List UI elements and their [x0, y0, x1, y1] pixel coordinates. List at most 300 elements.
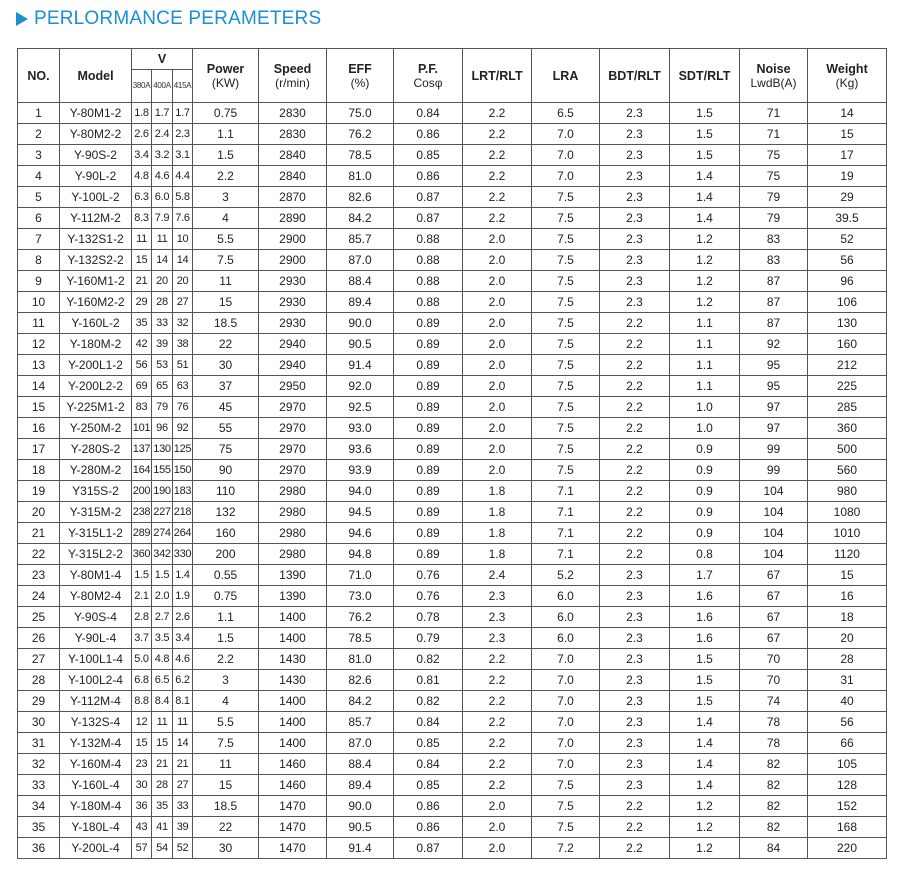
cell-v400: 41	[152, 817, 173, 838]
cell-sdt: 1.5	[670, 145, 740, 166]
cell-speed: 2970	[259, 397, 327, 418]
col-header-weight-unit: (Kg)	[835, 75, 859, 90]
col-header-sdt: SDT/RLT	[670, 49, 740, 103]
cell-pf: 0.89	[394, 544, 463, 565]
cell-v415: 150	[173, 460, 193, 481]
cell-weight: 225	[808, 376, 887, 397]
cell-lra: 7.5	[532, 229, 600, 250]
cell-lrt: 2.3	[463, 586, 532, 607]
col-header-model: Model	[60, 49, 132, 103]
cell-model: Y-160M1-2	[60, 271, 132, 292]
table-row	[18, 313, 887, 334]
cell-noise: 74	[740, 691, 808, 712]
cell-eff: 91.4	[327, 838, 394, 859]
cell-no: 20	[18, 502, 60, 523]
cell-sdt: 0.8	[670, 544, 740, 565]
cell-noise: 82	[740, 796, 808, 817]
cell-lrt: 2.2	[463, 712, 532, 733]
cell-no: 16	[18, 418, 60, 439]
cell-v415: 2.6	[173, 607, 193, 628]
cell-pf: 0.89	[394, 523, 463, 544]
cell-lrt: 1.8	[463, 544, 532, 565]
cell-pf: 0.89	[394, 502, 463, 523]
cell-power: 1.1	[193, 124, 259, 145]
cell-weight: 39.5	[808, 208, 887, 229]
cell-speed: 2840	[259, 166, 327, 187]
cell-v415: 1.9	[173, 586, 193, 607]
cell-no: 4	[18, 166, 60, 187]
cell-v380: 36	[132, 796, 152, 817]
cell-speed: 2970	[259, 439, 327, 460]
cell-model: Y-180L-4	[60, 817, 132, 838]
cell-no: 19	[18, 481, 60, 502]
cell-model: Y-180M-4	[60, 796, 132, 817]
cell-bdt: 2.3	[600, 565, 670, 586]
cell-v415: 14	[173, 250, 193, 271]
cell-power: 37	[193, 376, 259, 397]
cell-no: 12	[18, 334, 60, 355]
table-row	[18, 145, 887, 166]
cell-lrt: 2.0	[463, 271, 532, 292]
cell-lra: 7.5	[532, 334, 600, 355]
cell-no: 21	[18, 523, 60, 544]
cell-eff: 88.4	[327, 271, 394, 292]
cell-power: 5.5	[193, 712, 259, 733]
cell-noise: 87	[740, 313, 808, 334]
cell-bdt: 2.2	[600, 544, 670, 565]
cell-bdt: 2.3	[600, 649, 670, 670]
cell-sdt: 1.4	[670, 208, 740, 229]
cell-v400: 15	[152, 733, 173, 754]
cell-lrt: 2.2	[463, 649, 532, 670]
cell-lra: 6.0	[532, 586, 600, 607]
cell-speed: 2830	[259, 124, 327, 145]
cell-bdt: 2.2	[600, 838, 670, 859]
cell-sdt: 1.5	[670, 124, 740, 145]
cell-eff: 89.4	[327, 775, 394, 796]
cell-pf: 0.86	[394, 796, 463, 817]
cell-noise: 70	[740, 649, 808, 670]
cell-eff: 82.6	[327, 670, 394, 691]
cell-v400: 155	[152, 460, 173, 481]
cell-v380: 200	[132, 481, 152, 502]
cell-sdt: 1.5	[670, 649, 740, 670]
cell-sdt: 0.9	[670, 523, 740, 544]
cell-noise: 83	[740, 250, 808, 271]
cell-weight: 152	[808, 796, 887, 817]
cell-no: 13	[18, 355, 60, 376]
cell-weight: 56	[808, 250, 887, 271]
col-header-weight	[808, 49, 887, 103]
cell-lrt: 2.0	[463, 838, 532, 859]
cell-v415: 51	[173, 355, 193, 376]
cell-lra: 7.5	[532, 355, 600, 376]
cell-bdt: 2.2	[600, 817, 670, 838]
cell-eff: 93.6	[327, 439, 394, 460]
cell-noise: 75	[740, 166, 808, 187]
cell-model: Y-132S1-2	[60, 229, 132, 250]
cell-v400: 11	[152, 229, 173, 250]
col-header-v400: 400A	[152, 70, 173, 103]
cell-weight: 360	[808, 418, 887, 439]
cell-speed: 1400	[259, 712, 327, 733]
cell-lrt: 1.8	[463, 502, 532, 523]
cell-no: 5	[18, 187, 60, 208]
cell-no: 8	[18, 250, 60, 271]
cell-v380: 2.6	[132, 124, 152, 145]
cell-bdt: 2.2	[600, 418, 670, 439]
cell-model: Y-132S-4	[60, 712, 132, 733]
cell-v380: 289	[132, 523, 152, 544]
col-header-eff-label: EFF	[348, 61, 372, 76]
cell-noise: 67	[740, 628, 808, 649]
cell-model: Y-200L-4	[60, 838, 132, 859]
cell-no: 31	[18, 733, 60, 754]
cell-noise: 104	[740, 502, 808, 523]
cell-pf: 0.89	[394, 355, 463, 376]
cell-pf: 0.79	[394, 628, 463, 649]
cell-lrt: 2.2	[463, 166, 532, 187]
cell-sdt: 1.4	[670, 187, 740, 208]
cell-weight: 1120	[808, 544, 887, 565]
cell-no: 18	[18, 460, 60, 481]
cell-sdt: 1.2	[670, 838, 740, 859]
cell-v400: 2.0	[152, 586, 173, 607]
cell-lrt: 2.0	[463, 439, 532, 460]
table-row	[18, 124, 887, 145]
cell-power: 2.2	[193, 649, 259, 670]
cell-noise: 95	[740, 376, 808, 397]
cell-v380: 2.1	[132, 586, 152, 607]
table-row	[18, 418, 887, 439]
cell-speed: 1430	[259, 670, 327, 691]
table-row	[18, 208, 887, 229]
cell-bdt: 2.2	[600, 355, 670, 376]
cell-eff: 92.5	[327, 397, 394, 418]
cell-bdt: 2.3	[600, 670, 670, 691]
cell-power: 45	[193, 397, 259, 418]
cell-bdt: 2.3	[600, 292, 670, 313]
cell-eff: 90.0	[327, 796, 394, 817]
cell-v400: 2.7	[152, 607, 173, 628]
cell-v400: 14	[152, 250, 173, 271]
cell-bdt: 2.3	[600, 733, 670, 754]
cell-weight: 96	[808, 271, 887, 292]
cell-v380: 56	[132, 355, 152, 376]
cell-speed: 2970	[259, 460, 327, 481]
cell-eff: 94.6	[327, 523, 394, 544]
cell-lrt: 2.2	[463, 145, 532, 166]
cell-pf: 0.85	[394, 775, 463, 796]
cell-power: 0.75	[193, 586, 259, 607]
cell-lra: 7.0	[532, 754, 600, 775]
cell-v380: 57	[132, 838, 152, 859]
cell-no: 2	[18, 124, 60, 145]
cell-no: 25	[18, 607, 60, 628]
cell-lrt: 2.0	[463, 355, 532, 376]
cell-speed: 2830	[259, 103, 327, 124]
cell-lra: 7.5	[532, 439, 600, 460]
cell-v380: 30	[132, 775, 152, 796]
cell-speed: 2930	[259, 292, 327, 313]
cell-noise: 71	[740, 124, 808, 145]
cell-eff: 92.0	[327, 376, 394, 397]
cell-v415: 76	[173, 397, 193, 418]
cell-power: 90	[193, 460, 259, 481]
cell-v415: 6.2	[173, 670, 193, 691]
cell-lra: 6.0	[532, 607, 600, 628]
cell-noise: 83	[740, 229, 808, 250]
cell-sdt: 0.9	[670, 502, 740, 523]
cell-speed: 2980	[259, 502, 327, 523]
cell-bdt: 2.3	[600, 712, 670, 733]
table-row	[18, 481, 887, 502]
cell-weight: 56	[808, 712, 887, 733]
cell-v400: 65	[152, 376, 173, 397]
cell-sdt: 1.7	[670, 565, 740, 586]
cell-no: 1	[18, 103, 60, 124]
cell-pf: 0.87	[394, 838, 463, 859]
cell-weight: 220	[808, 838, 887, 859]
cell-v400: 3.2	[152, 145, 173, 166]
cell-speed: 1390	[259, 586, 327, 607]
cell-pf: 0.89	[394, 313, 463, 334]
cell-v380: 101	[132, 418, 152, 439]
cell-noise: 104	[740, 523, 808, 544]
cell-v380: 6.3	[132, 187, 152, 208]
cell-v415: 63	[173, 376, 193, 397]
cell-power: 0.75	[193, 103, 259, 124]
cell-weight: 66	[808, 733, 887, 754]
cell-weight: 29	[808, 187, 887, 208]
cell-noise: 75	[740, 145, 808, 166]
cell-weight: 130	[808, 313, 887, 334]
cell-lra: 7.0	[532, 649, 600, 670]
cell-lra: 7.5	[532, 460, 600, 481]
cell-v415: 20	[173, 271, 193, 292]
cell-sdt: 1.6	[670, 607, 740, 628]
cell-lra: 7.1	[532, 523, 600, 544]
cell-model: Y-90L-4	[60, 628, 132, 649]
cell-bdt: 2.3	[600, 250, 670, 271]
cell-pf: 0.81	[394, 670, 463, 691]
cell-v415: 218	[173, 502, 193, 523]
cell-power: 3	[193, 187, 259, 208]
cell-lra: 7.5	[532, 292, 600, 313]
table-row	[18, 250, 887, 271]
cell-pf: 0.88	[394, 250, 463, 271]
table-row	[18, 271, 887, 292]
cell-speed: 1400	[259, 607, 327, 628]
cell-bdt: 2.3	[600, 691, 670, 712]
cell-speed: 1460	[259, 754, 327, 775]
cell-v380: 6.8	[132, 670, 152, 691]
cell-speed: 2980	[259, 523, 327, 544]
cell-noise: 92	[740, 334, 808, 355]
cell-v415: 125	[173, 439, 193, 460]
cell-v415: 1.4	[173, 565, 193, 586]
col-header-noise-label: Noise	[756, 61, 791, 76]
cell-v415: 3.1	[173, 145, 193, 166]
cell-v400: 4.8	[152, 649, 173, 670]
cell-no: 7	[18, 229, 60, 250]
cell-weight: 168	[808, 817, 887, 838]
cell-power: 15	[193, 292, 259, 313]
cell-eff: 84.2	[327, 691, 394, 712]
cell-bdt: 2.3	[600, 124, 670, 145]
cell-no: 23	[18, 565, 60, 586]
cell-lra: 7.5	[532, 796, 600, 817]
cell-lra: 7.5	[532, 313, 600, 334]
cell-v380: 360	[132, 544, 152, 565]
cell-v380: 35	[132, 313, 152, 334]
cell-bdt: 2.3	[600, 103, 670, 124]
cell-v400: 190	[152, 481, 173, 502]
cell-bdt: 2.2	[600, 460, 670, 481]
cell-v380: 5.0	[132, 649, 152, 670]
cell-sdt: 1.1	[670, 334, 740, 355]
cell-v415: 27	[173, 292, 193, 313]
cell-no: 28	[18, 670, 60, 691]
cell-lra: 7.1	[532, 544, 600, 565]
cell-lrt: 2.2	[463, 124, 532, 145]
cell-sdt: 0.9	[670, 481, 740, 502]
cell-v400: 21	[152, 754, 173, 775]
table-row	[18, 691, 887, 712]
cell-sdt: 1.4	[670, 754, 740, 775]
cell-noise: 82	[740, 817, 808, 838]
cell-pf: 0.82	[394, 691, 463, 712]
cell-eff: 87.0	[327, 733, 394, 754]
cell-bdt: 2.3	[600, 628, 670, 649]
cell-lrt: 1.8	[463, 481, 532, 502]
cell-weight: 160	[808, 334, 887, 355]
cell-power: 7.5	[193, 250, 259, 271]
cell-weight: 285	[808, 397, 887, 418]
cell-power: 2.2	[193, 166, 259, 187]
cell-v380: 43	[132, 817, 152, 838]
cell-v400: 130	[152, 439, 173, 460]
cell-sdt: 1.4	[670, 712, 740, 733]
cell-sdt: 1.0	[670, 418, 740, 439]
cell-sdt: 0.9	[670, 439, 740, 460]
cell-lra: 5.2	[532, 565, 600, 586]
col-header-voltage: V	[132, 49, 193, 70]
cell-weight: 52	[808, 229, 887, 250]
table-row	[18, 712, 887, 733]
table-row	[18, 229, 887, 250]
cell-sdt: 1.2	[670, 229, 740, 250]
cell-eff: 88.4	[327, 754, 394, 775]
cell-lra: 7.0	[532, 691, 600, 712]
cell-bdt: 2.2	[600, 796, 670, 817]
cell-pf: 0.85	[394, 733, 463, 754]
cell-weight: 1080	[808, 502, 887, 523]
header-row	[18, 49, 887, 70]
cell-pf: 0.87	[394, 187, 463, 208]
table-row	[18, 817, 887, 838]
cell-noise: 99	[740, 439, 808, 460]
cell-weight: 20	[808, 628, 887, 649]
cell-lrt: 2.0	[463, 796, 532, 817]
cell-pf: 0.89	[394, 460, 463, 481]
col-header-power	[193, 49, 259, 103]
cell-pf: 0.89	[394, 334, 463, 355]
cell-pf: 0.87	[394, 208, 463, 229]
performance-table-container	[17, 48, 886, 859]
cell-lrt: 2.0	[463, 250, 532, 271]
table-body	[18, 103, 887, 859]
cell-weight: 18	[808, 607, 887, 628]
cell-pf: 0.89	[394, 481, 463, 502]
cell-power: 4	[193, 691, 259, 712]
cell-v380: 83	[132, 397, 152, 418]
cell-speed: 2930	[259, 313, 327, 334]
table-row	[18, 796, 887, 817]
cell-noise: 82	[740, 775, 808, 796]
cell-noise: 95	[740, 355, 808, 376]
cell-noise: 70	[740, 670, 808, 691]
table-row	[18, 649, 887, 670]
cell-pf: 0.84	[394, 712, 463, 733]
cell-power: 1.5	[193, 628, 259, 649]
cell-noise: 71	[740, 103, 808, 124]
cell-v415: 32	[173, 313, 193, 334]
cell-power: 15	[193, 775, 259, 796]
cell-lra: 7.5	[532, 376, 600, 397]
table-row	[18, 565, 887, 586]
cell-noise: 87	[740, 292, 808, 313]
cell-v400: 2.4	[152, 124, 173, 145]
cell-pf: 0.89	[394, 376, 463, 397]
cell-sdt: 1.1	[670, 376, 740, 397]
cell-speed: 1470	[259, 838, 327, 859]
cell-lrt: 2.0	[463, 292, 532, 313]
cell-bdt: 2.3	[600, 775, 670, 796]
cell-power: 1.5	[193, 145, 259, 166]
cell-pf: 0.89	[394, 397, 463, 418]
cell-v400: 53	[152, 355, 173, 376]
cell-model: Y-112M-2	[60, 208, 132, 229]
cell-sdt: 1.5	[670, 691, 740, 712]
cell-v415: 1.7	[173, 103, 193, 124]
cell-speed: 2930	[259, 271, 327, 292]
cell-model: Y-315L1-2	[60, 523, 132, 544]
cell-speed: 1400	[259, 733, 327, 754]
cell-speed: 2900	[259, 250, 327, 271]
cell-no: 34	[18, 796, 60, 817]
cell-model: Y-160L-4	[60, 775, 132, 796]
cell-eff: 94.8	[327, 544, 394, 565]
cell-power: 55	[193, 418, 259, 439]
cell-weight: 40	[808, 691, 887, 712]
col-header-speed-label: Speed	[273, 61, 312, 76]
cell-noise: 67	[740, 607, 808, 628]
cell-model: Y-100L-2	[60, 187, 132, 208]
cell-bdt: 2.3	[600, 754, 670, 775]
cell-power: 22	[193, 817, 259, 838]
cell-lrt: 2.2	[463, 754, 532, 775]
cell-model: Y-200L2-2	[60, 376, 132, 397]
cell-v400: 4.6	[152, 166, 173, 187]
cell-pf: 0.89	[394, 439, 463, 460]
cell-pf: 0.86	[394, 817, 463, 838]
cell-noise: 84	[740, 838, 808, 859]
cell-bdt: 2.3	[600, 586, 670, 607]
performance-table	[17, 48, 887, 859]
cell-sdt: 1.6	[670, 586, 740, 607]
cell-lrt: 2.0	[463, 460, 532, 481]
